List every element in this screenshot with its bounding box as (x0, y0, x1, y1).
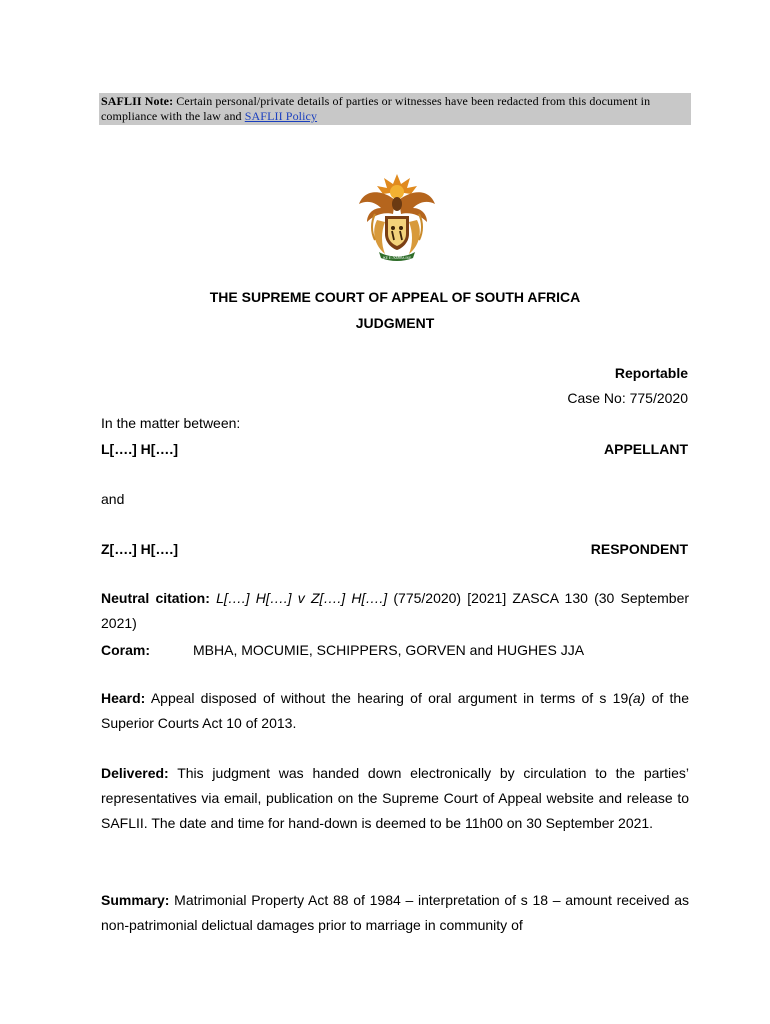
matter-between: In the matter between: (101, 415, 241, 431)
heard-italic: (a) (628, 690, 646, 706)
heard-text-2: of the Superior Courts Act 10 of 2013. (101, 690, 689, 731)
citation-rest: (775/2020) [2021] ZASCA 130 (30 September 2021) (101, 590, 690, 631)
citation-case: L[….] H[….] v Z[….] H[….] (216, 590, 388, 606)
note-label: SAFLII Note: (101, 94, 174, 108)
document-type: JUDGMENT (355, 315, 435, 331)
and-text: and (101, 491, 125, 507)
neutral-citation (101, 586, 689, 636)
summary-text: Matrimonial Property Act 88 of 1984 – interpretation of s 18 – amount received as non-patrimonial delictual damages prior to marriage in community of (101, 892, 689, 933)
summary-label: Summary: (101, 892, 170, 908)
note-text: Certain personal/private details of parties or witnesses have been redacted from this document in compliance with the law and (101, 94, 651, 123)
respondent-role: RESPONDENT (590, 541, 688, 557)
coram-label: Coram: (101, 642, 151, 658)
heard-text-1: Appeal disposed of without the hearing of oral argument in terms of s 19 (145, 690, 629, 706)
heard-label: Heard: (101, 690, 146, 706)
coat-of-arms-icon (355, 170, 439, 264)
court-name: THE SUPREME COURT OF APPEAL OF SOUTH AFRICA (209, 289, 581, 305)
respondent-name: Z[….] H[….] (101, 541, 178, 557)
citation-label: Neutral citation: (101, 590, 210, 606)
heard-paragraph (101, 686, 689, 736)
appellant-name: L[….] H[….] (101, 441, 178, 457)
saflii-policy-link[interactable]: SAFLII Policy (244, 109, 318, 123)
delivered-text: This judgment was handed down electronically by circulation to the parties’ representatives via email, publication on the Supreme Court of Appeal website and release to SAFLII. The date and time for hand-down is deemed to be 11h00 on 30 September 2021. (101, 765, 689, 831)
delivered-label: Delivered: (101, 765, 169, 781)
reportable-label: Reportable (614, 365, 688, 381)
coram-judges: MBHA, MOCUMIE, SCHIPPERS, GORVEN and HUGHES JJA (193, 642, 585, 658)
saflii-note (99, 93, 691, 125)
appellant-role: APPELLANT (604, 441, 688, 457)
delivered-paragraph (101, 761, 689, 836)
crest-motto: !KE E: /XARRA //KE (382, 256, 412, 260)
summary-paragraph (101, 888, 689, 938)
case-number: Case No: 775/2020 (567, 390, 688, 406)
